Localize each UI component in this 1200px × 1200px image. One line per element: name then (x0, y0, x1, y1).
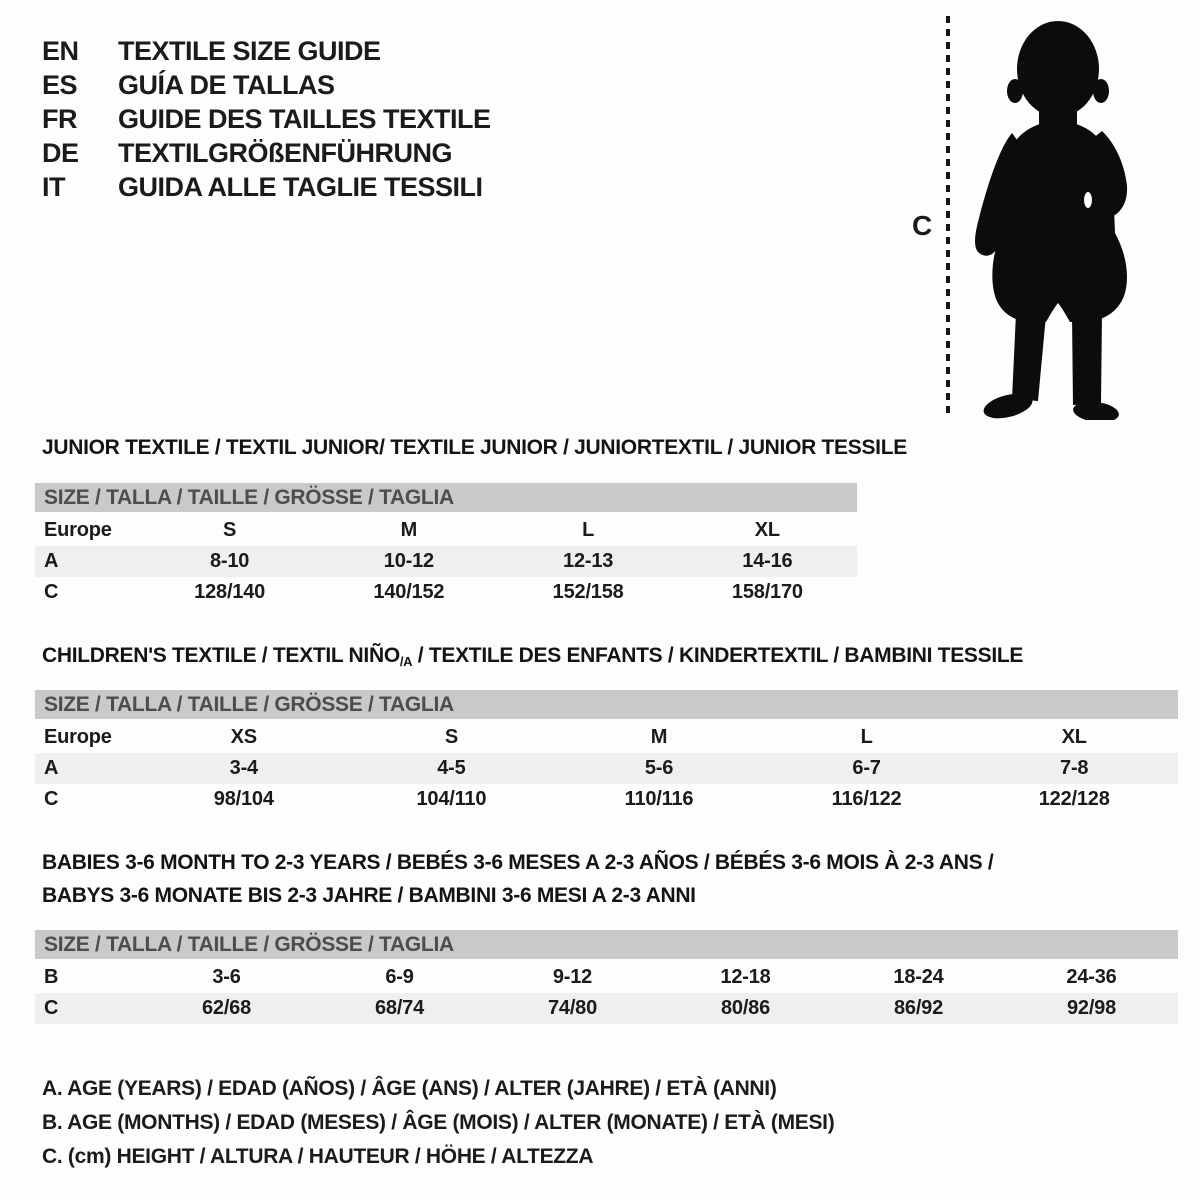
table-cell: XL (754, 519, 780, 541)
table-cell: S (444, 726, 458, 748)
table-cell: 24-36 (1066, 966, 1117, 988)
table-cell: 110/116 (624, 788, 694, 810)
legend-line-b: B. AGE (MONTHS) / EDAD (MESES) / ÂGE (MOIS) / ALTER (MONATE) / ETÀ (MESI) (42, 1111, 835, 1134)
section-title-text: CHILDREN'S TEXTILE / TEXTIL NIÑO (42, 644, 400, 667)
table-cell: 12-13 (563, 550, 614, 572)
table-cell: 10-12 (383, 550, 434, 572)
table-cell: 9-12 (552, 966, 593, 988)
guide-title: GUIDA ALLE TAGLIE TESSILI (118, 171, 483, 202)
lang-row-de (42, 136, 491, 170)
section-title-babies (42, 846, 993, 912)
guide-title: TEXTILE SIZE GUIDE (118, 35, 381, 66)
table-cell: 62/68 (201, 997, 252, 1019)
table-cell: 18-24 (893, 966, 944, 988)
table-cell: 128/140 (194, 581, 266, 603)
section-title-line1: BABIES 3-6 MONTH TO 2-3 YEARS / BEBÉS 3-6 MESES A 2-3 AÑOS / BÉBÉS 3-6 MOIS À 2-3 ANS / (42, 851, 994, 874)
guide-title: GUIDE DES TAILLES TEXTILE (118, 103, 491, 134)
row-label: Europe (44, 726, 112, 748)
toddler-silhouette-icon (958, 15, 1143, 420)
table-cell: 5-6 (644, 757, 674, 779)
row-label: C (44, 788, 59, 810)
table-row-age (35, 546, 857, 577)
table-row-age-months (35, 962, 1178, 993)
guide-title: TEXTILGRÖßENFÜHRUNG (118, 137, 452, 168)
table-cell: 6-9 (385, 966, 414, 988)
table-cell: M (650, 726, 668, 748)
children-size-table (35, 690, 1178, 815)
table-cell: 14-16 (742, 550, 793, 572)
table-cell: M (400, 519, 418, 541)
table-cell: 7-8 (1060, 757, 1089, 779)
row-label: A (44, 757, 59, 779)
section-title-line2: BABYS 3-6 MONATE BIS 2-3 JAHRE / BAMBINI 3-6 MESI A 2-3 ANNI (42, 884, 696, 907)
table-cell: 152/158 (552, 581, 624, 603)
table-cell: 3-6 (212, 966, 241, 988)
table-row-age (35, 753, 1178, 784)
table-row-europe (35, 515, 857, 546)
section-title-children (42, 644, 1023, 669)
table-cell: 86/92 (893, 997, 944, 1019)
table-cell: XL (1061, 726, 1087, 748)
table-row-europe (35, 722, 1178, 753)
row-label: Europe (44, 519, 112, 541)
lang-code: DE (42, 137, 79, 168)
row-label: C (44, 581, 59, 603)
guide-title: GUÍA DE TALLAS (118, 69, 335, 100)
row-label: A (44, 550, 59, 572)
table-cell: 122/128 (1038, 788, 1110, 810)
table-cell: 116/122 (831, 788, 902, 810)
babies-size-table (35, 930, 1178, 1024)
table-row-height (35, 577, 857, 608)
table-row-height (35, 993, 1178, 1024)
table-cell: 80/86 (720, 997, 771, 1019)
table-cell: L (582, 519, 595, 541)
lang-row-en (42, 34, 491, 68)
lang-code: FR (42, 103, 77, 134)
table-cell: 6-7 (852, 757, 881, 779)
measurement-legend (42, 1072, 834, 1174)
table-row-height (35, 784, 1178, 815)
table-header: SIZE / TALLA / TAILLE / GRÖSSE / TAGLIA (35, 690, 1178, 719)
section-title-text: / TEXTILE DES ENFANTS / KINDERTEXTIL / BAMBINI TESSILE (412, 644, 1024, 667)
lang-code: EN (42, 35, 79, 66)
row-label: C (44, 997, 59, 1019)
lang-row-fr (42, 102, 491, 136)
language-title-block (42, 34, 491, 204)
height-measure-label: C (912, 210, 933, 241)
table-header: SIZE / TALLA / TAILLE / GRÖSSE / TAGLIA (35, 483, 857, 512)
table-cell: 158/170 (731, 581, 803, 603)
height-dashed-line (946, 16, 950, 414)
lang-row-es (42, 68, 491, 102)
table-cell: 140/152 (373, 581, 445, 603)
table-cell: 92/98 (1066, 997, 1117, 1019)
table-cell: L (860, 726, 873, 748)
lang-code: IT (42, 171, 65, 202)
table-cell: XS (230, 726, 257, 748)
table-cell: 12-18 (720, 966, 771, 988)
row-label: B (44, 966, 59, 988)
lang-row-it (42, 170, 491, 204)
table-cell: 74/80 (547, 997, 598, 1019)
table-cell: 3-4 (229, 757, 258, 779)
table-header: SIZE / TALLA / TAILLE / GRÖSSE / TAGLIA (35, 930, 1178, 959)
table-cell: S (223, 519, 237, 541)
table-cell: 4-5 (437, 757, 466, 779)
section-title-junior (42, 436, 907, 460)
table-cell: 104/110 (416, 788, 487, 810)
section-title-subscript: /A (399, 654, 413, 669)
table-cell: 8-10 (210, 550, 250, 572)
junior-size-table (35, 483, 857, 608)
table-cell: 68/74 (374, 997, 425, 1019)
legend-line-c: C. (cm) HEIGHT / ALTURA / HAUTEUR / HÖHE / ALTEZZA (42, 1145, 594, 1168)
table-cell: 98/104 (213, 788, 274, 810)
legend-line-a: A. AGE (YEARS) / EDAD (AÑOS) / ÂGE (ANS) / ALTER (JAHRE) / ETÀ (ANNI) (42, 1077, 777, 1100)
section-title-text: JUNIOR TEXTILE / TEXTIL JUNIOR/ TEXTILE JUNIOR / JUNIORTEXTIL / JUNIOR TESSILE (42, 436, 907, 459)
lang-code: ES (42, 69, 78, 100)
